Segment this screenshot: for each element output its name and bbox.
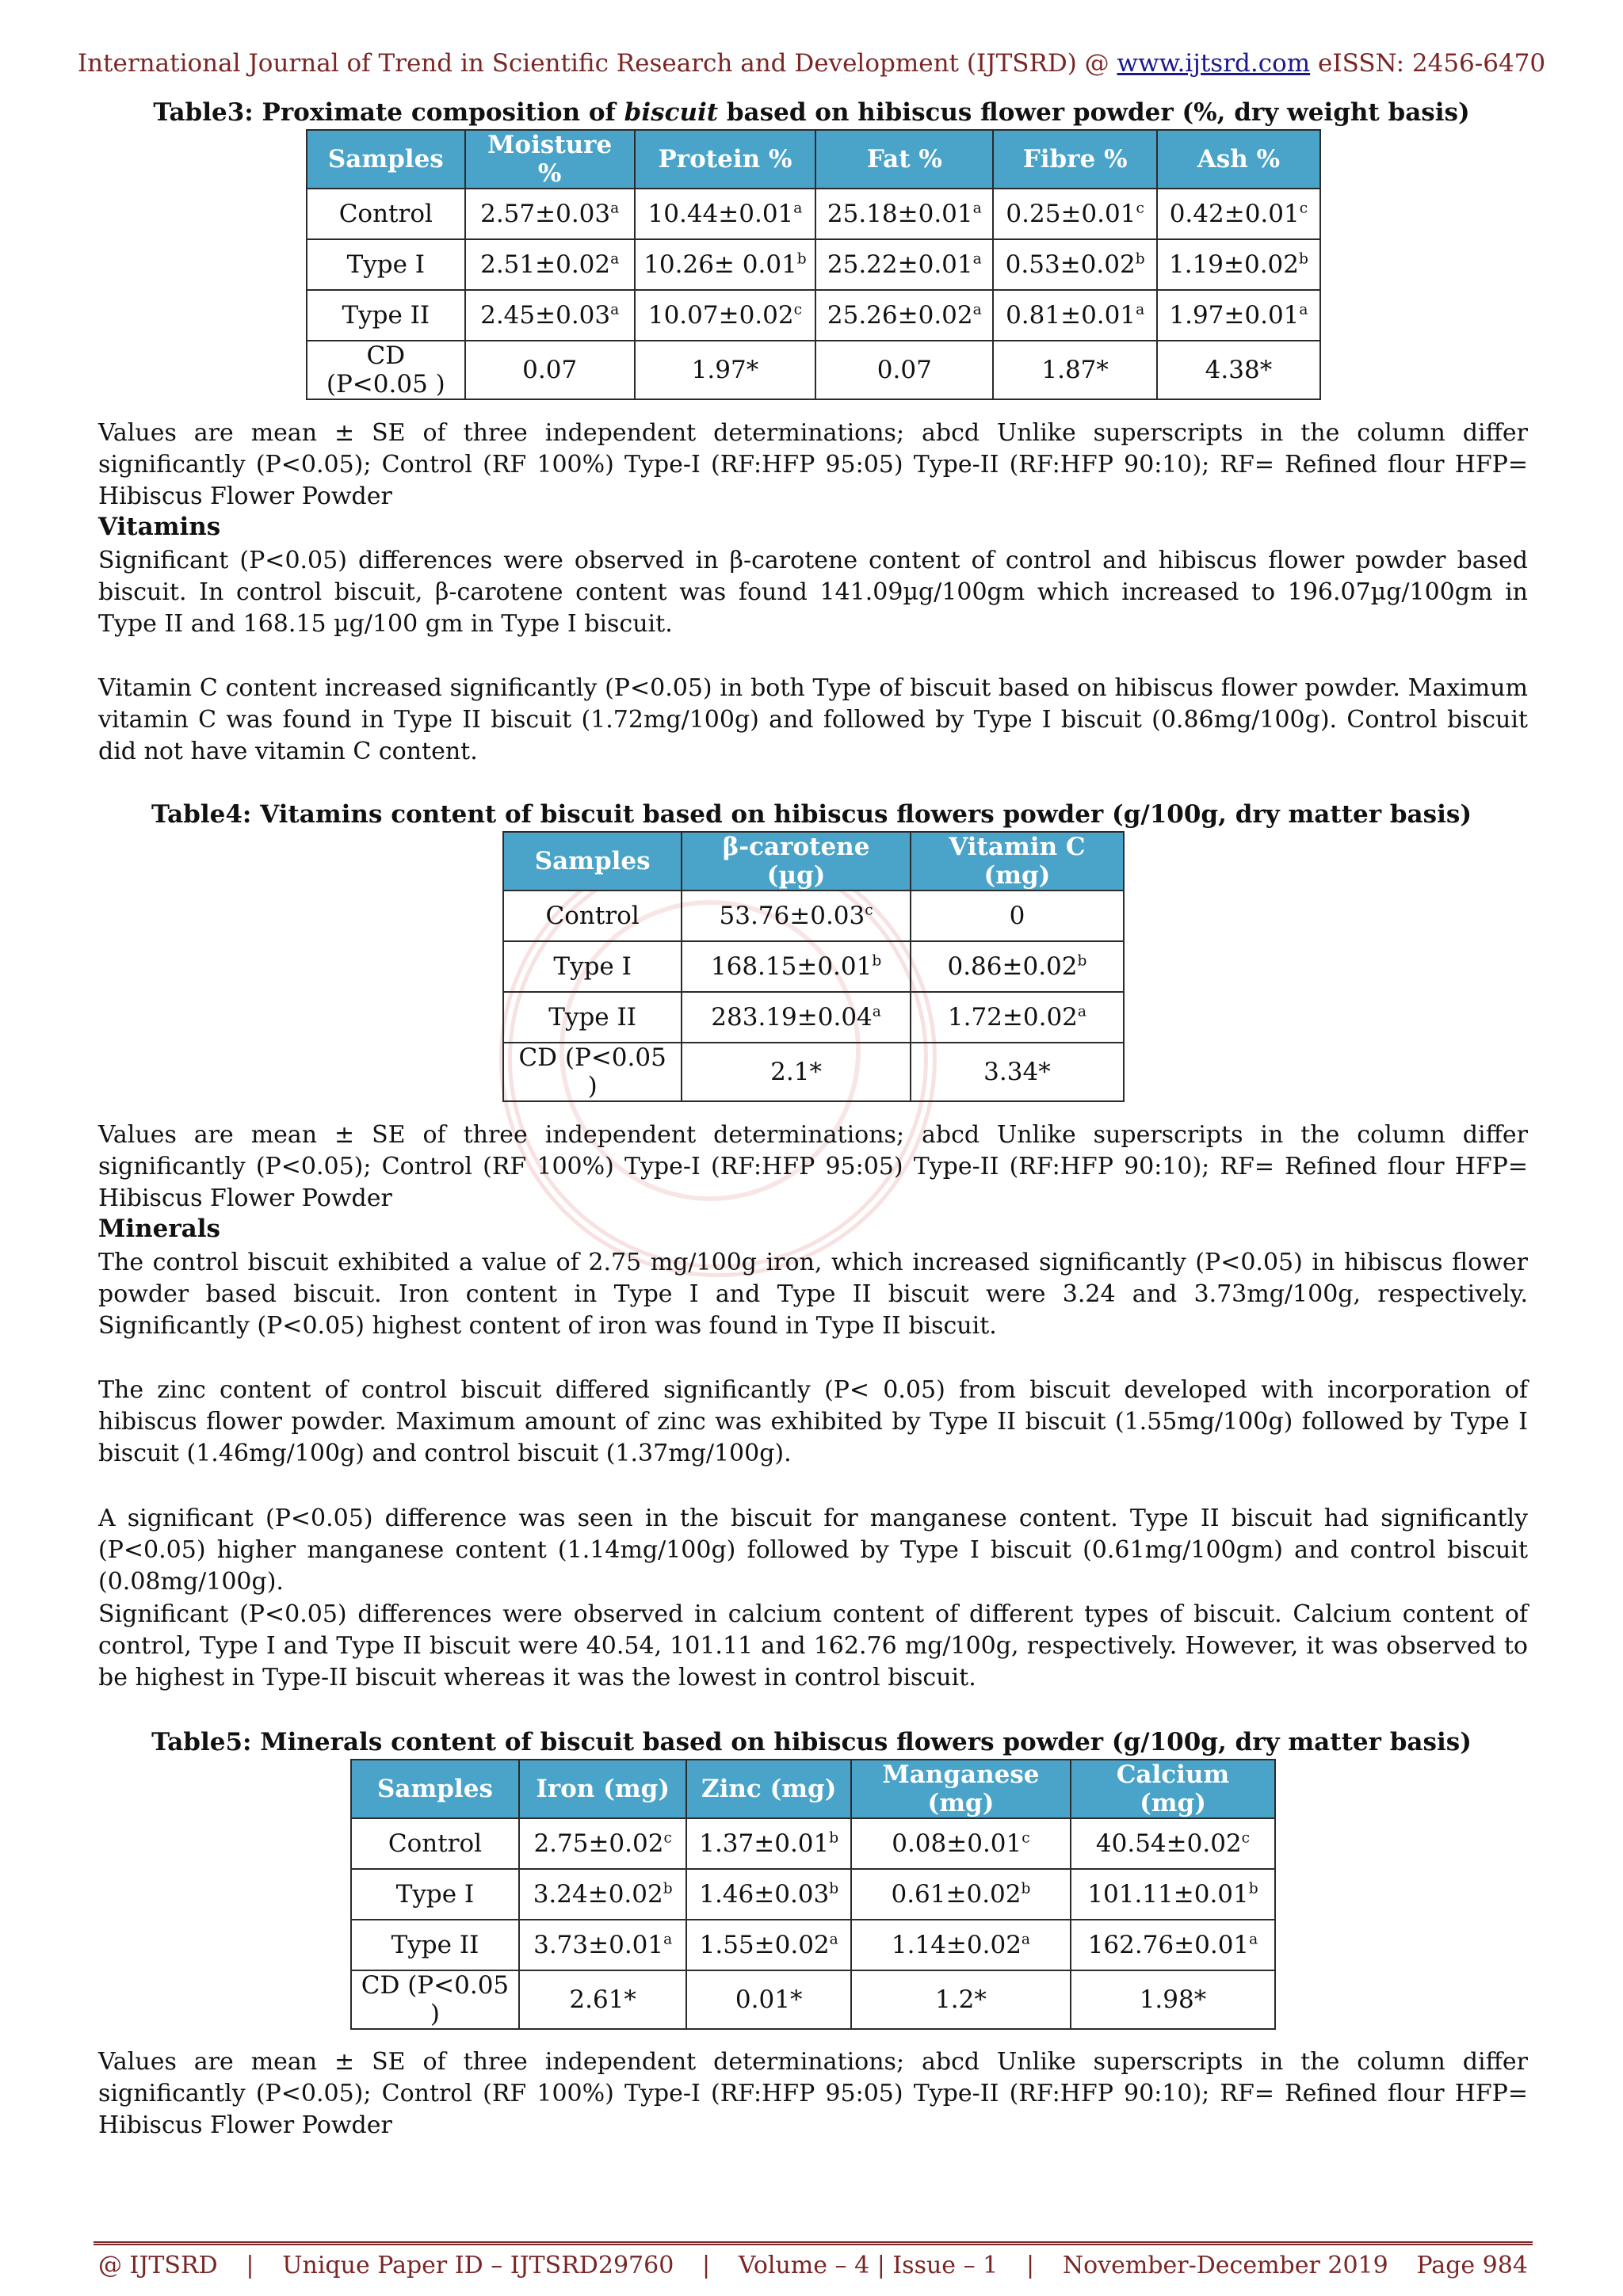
table3 <box>306 129 1321 400</box>
table4-row <box>503 992 1124 1043</box>
table5-cell-value: 40.54±0.02 <box>1095 1829 1242 1858</box>
table3-value-cell <box>815 239 993 290</box>
table3-cell-value: 10.44±0.01 <box>647 200 794 228</box>
table3-column-header: Samples <box>307 130 465 189</box>
table4-row <box>503 891 1124 941</box>
table3-cell-value: Type I <box>346 250 426 279</box>
table5-row <box>351 1818 1275 1869</box>
table3-column-header: Fibre % <box>993 130 1156 189</box>
table4-cell-value: 1.72±0.02 <box>947 1003 1078 1032</box>
table5-cell-superscript: b <box>1021 1880 1031 1897</box>
table3-cell-superscript: a <box>610 200 620 217</box>
table4-cell-value: 283.19±0.04 <box>711 1003 873 1032</box>
table3-cell-value: 2.51±0.02 <box>480 250 611 279</box>
table3-cell-value: 2.45±0.03 <box>480 301 611 330</box>
table5-cell-superscript: c <box>1241 1829 1251 1847</box>
table3-value-cell <box>815 290 993 341</box>
table4-cell-value: CD (P<0.05 ) <box>518 1043 666 1100</box>
table3-value-cell <box>465 239 635 290</box>
table3-cell-value: 2.57±0.03 <box>480 200 611 228</box>
table5-value-cell <box>851 1818 1071 1869</box>
table3-cell-value: 25.22±0.01 <box>827 250 973 279</box>
table3-cell-value: 0.07 <box>876 356 932 384</box>
table4-value-cell <box>682 992 911 1043</box>
table5-sample-cell <box>351 1970 519 2029</box>
table5-column-header: Manganese (mg) <box>851 1760 1071 1818</box>
table5-cell-superscript: c <box>1022 1829 1030 1847</box>
table5-value-cell <box>686 1920 851 1970</box>
table5-cell-superscript: b <box>829 1829 839 1847</box>
table3-value-cell <box>1157 341 1320 399</box>
table5-value-cell <box>851 1920 1071 1970</box>
table4-cell-superscript: b <box>872 952 882 970</box>
table3-cell-superscript: a <box>972 250 982 268</box>
table3-column-header: Moisture % <box>465 130 635 189</box>
table4-column-header: Samples <box>503 832 682 891</box>
footer-separator: | <box>702 2252 711 2279</box>
table5-body <box>351 1818 1275 2029</box>
table3-sample-cell <box>307 189 465 239</box>
table4-cell-value: Type II <box>548 1003 636 1032</box>
table4-cell-superscript: c <box>865 902 873 919</box>
table3-row <box>307 290 1320 341</box>
table4-value-cell <box>682 891 911 941</box>
table3-cell-superscript: c <box>1136 200 1144 217</box>
table5-cell-value: 1.14±0.02 <box>891 1931 1022 1959</box>
footer-journal: @ IJTSRD <box>98 2252 218 2279</box>
minerals-paragraph-2: The zinc content of control biscuit differed significantly (P< 0.05) from biscuit developed with incorporation of hibiscus flower powder. Maximum amount of zinc was exhibited by Type II biscuit (1.55mg/100g) followed by Type I biscuit (1.46mg/100g) and control biscuit (1.37mg/100g). <box>98 1376 1528 1467</box>
table3-cell-value: 4.38* <box>1205 356 1273 384</box>
table3-cell-value: 0.25±0.01 <box>1006 200 1136 228</box>
table5-cell-value: 0.01* <box>735 1985 803 2014</box>
table3-value-cell <box>635 189 815 239</box>
journal-title: International Journal of Trend in Scientific Research and Development (IJTSRD) @ <box>77 49 1109 78</box>
table3-value-cell <box>635 341 815 399</box>
table5-cell-superscript: a <box>829 1931 838 1948</box>
table4-cell-value: 0 <box>1009 902 1025 930</box>
table3-row <box>307 341 1320 399</box>
table3-caption-suffix: based on hibiscus flower powder (%, dry weight basis) <box>718 98 1470 127</box>
table4-value-cell <box>682 1043 911 1101</box>
table5-column-header: Samples <box>351 1760 519 1818</box>
table3-value-cell <box>635 239 815 290</box>
table4-cell-value: 2.1* <box>770 1058 822 1086</box>
table5-cell-value: 1.46±0.03 <box>699 1880 830 1909</box>
table4-body <box>503 891 1124 1101</box>
footer-page: Page 984 <box>1416 2252 1528 2279</box>
table3-value-cell <box>1157 239 1320 290</box>
table3-cell-superscript: b <box>1299 250 1308 268</box>
table4-cell-value: 0.86±0.02 <box>947 952 1078 981</box>
table3-value-cell <box>1157 189 1320 239</box>
table5-cell-value: 0.08±0.01 <box>892 1829 1022 1858</box>
table5-sample-cell <box>351 1869 519 1920</box>
table5-caption: Table5: Minerals content of biscuit based on hibiscus flowers powder (g/100g, dry matter basis) <box>151 1728 1472 1756</box>
table4-cell-value: Control <box>545 902 640 930</box>
minerals-heading: Minerals <box>98 1215 221 1243</box>
vitamins-paragraph-2: Vitamin C content increased significantly (P<0.05) in both Type of biscuit based on hibiscus flower powder. Maximum vitamin C was found in Type II biscuit (1.72mg/100g) and followed by Type I biscuit (0.86mg/100g). Control biscuit did not have vitamin C content. <box>98 674 1528 765</box>
table3-cell-superscript: a <box>610 250 620 268</box>
table3-cell-superscript: a <box>1136 301 1145 318</box>
table3-cell-value: 0.53±0.02 <box>1005 250 1136 279</box>
footer-rule <box>94 2241 1533 2245</box>
table5-cell-value: 162.76±0.01 <box>1087 1931 1250 1959</box>
table3-row <box>307 239 1320 290</box>
table4-cell-value: Type I <box>553 952 632 981</box>
table3-cell-superscript: b <box>796 250 807 268</box>
table3-cell-value: 10.26± 0.01 <box>643 250 797 279</box>
table5-value-cell <box>686 1869 851 1920</box>
table3-sample-cell <box>307 290 465 341</box>
table5-cell-value: 2.61* <box>569 1985 636 2014</box>
table3-cell-value: 1.97±0.01 <box>1169 301 1300 330</box>
table5-value-cell <box>851 1970 1071 2029</box>
table3-column-header: Protein % <box>635 130 815 189</box>
table3-cell-value: 0.81±0.01 <box>1006 301 1136 330</box>
table3-body <box>307 189 1320 399</box>
table5-value-cell <box>1071 1818 1275 1869</box>
eissn: eISSN: 2456-6470 <box>1318 49 1546 78</box>
running-header <box>0 49 1623 78</box>
table4-column-header: β-carotene (µg) <box>682 832 911 891</box>
table5-cell-value: 101.11±0.01 <box>1087 1880 1249 1909</box>
minerals-paragraph-4: Significant (P<0.05) differences were observed in calcium content of different types of biscuit. Calcium content of control, Type I and Type II biscuit were 40.54, 101.11 and 162.76 mg/100g, respectively. However, it was observed to be highest in Type-II biscuit whereas it was the lowest in control biscuit. <box>98 1600 1528 1691</box>
table5-value-cell <box>519 1970 687 2029</box>
table3-cell-value: 10.07±0.02 <box>647 301 794 330</box>
table5-cell-value: 2.75±0.02 <box>533 1829 664 1858</box>
table5-cell-superscript: a <box>663 1931 673 1948</box>
table5-cell-superscript: a <box>1021 1931 1031 1948</box>
minerals-paragraph-3: A significant (P<0.05) difference was seen in the biscuit for manganese content. Type II biscuit had significantly (P<0.05) higher manganese content (1.14mg/100g) followed by Type I biscuit (0.61mg/100gm) and control biscuit (0.08mg/100g). <box>98 1505 1528 1596</box>
table3-cell-superscript: a <box>972 200 982 217</box>
table3-value-cell <box>1157 290 1320 341</box>
table4-sample-cell <box>503 941 682 992</box>
table5-value-cell <box>1071 1970 1275 2029</box>
table5-note: Values are mean ± SE of three independent determinations; abcd Unlike superscripts in the column differ significantly (P<0.05); Control (RF 100%) Type-I (RF:HFP 95:05) Type-II (RF:HFP 90:10); RF= Refined flour HFP= Hibiscus Flower Powder <box>98 2048 1528 2139</box>
table3-value-cell <box>815 341 993 399</box>
table3-value-cell <box>993 290 1156 341</box>
table4-cell-superscript: a <box>872 1003 881 1020</box>
table4-value-cell <box>911 891 1124 941</box>
table3-cell-value: 1.19±0.02 <box>1168 250 1299 279</box>
table4-cell-superscript: b <box>1077 952 1087 970</box>
table5-cell-value: 1.98* <box>1139 1985 1207 2014</box>
table5-cell-value: 1.37±0.01 <box>699 1829 830 1858</box>
table3-value-cell <box>465 290 635 341</box>
footer-separator: | <box>246 2252 254 2279</box>
table5-cell-value: 3.24±0.02 <box>533 1880 663 1909</box>
table3-cell-superscript: b <box>1135 250 1145 268</box>
table3-row <box>307 189 1320 239</box>
table4-note: Values are mean ± SE of three independent determinations; abcd Unlike superscripts in the column differ significantly (P<0.05); Control (RF 100%) Type-I (RF:HFP 95:05) Type-II (RF:HFP 90:10); RF= Refined flour HFP= Hibiscus Flower Powder <box>98 1121 1528 1212</box>
table5-sample-cell <box>351 1818 519 1869</box>
table3-value-cell <box>465 189 635 239</box>
table5-cell-value: 0.61±0.02 <box>891 1880 1022 1909</box>
table3-value-cell <box>993 239 1156 290</box>
table3-cell-value: Control <box>338 200 433 228</box>
table3-caption <box>0 98 1623 127</box>
table3-caption-italic: biscuit <box>624 98 719 127</box>
table3-value-cell <box>465 341 635 399</box>
table5-cell-value: Type II <box>391 1931 479 1959</box>
page-footer <box>98 2252 1528 2279</box>
table4-cell-value: 3.34* <box>983 1058 1051 1086</box>
table5-row <box>351 1970 1275 2029</box>
table5-cell-superscript: b <box>1248 1880 1258 1897</box>
table3-cell-superscript: c <box>1299 200 1308 217</box>
table5-value-cell <box>1071 1920 1275 1970</box>
table4 <box>502 831 1125 1102</box>
table4-value-cell <box>911 992 1124 1043</box>
table5-cell-value: CD (P<0.05 ) <box>361 1971 510 2028</box>
table4-column-header: Vitamin C (mg) <box>911 832 1124 891</box>
table3-cell-value: 25.26±0.02 <box>827 301 973 330</box>
table5-value-cell <box>851 1869 1071 1920</box>
footer-date: November-December 2019 <box>1062 2252 1388 2279</box>
table3-value-cell <box>815 189 993 239</box>
table5-value-cell <box>519 1920 687 1970</box>
table5-cell-superscript: c <box>663 1829 672 1847</box>
table3-cell-value: CD (P<0.05 ) <box>326 341 445 399</box>
table3-column-header: Fat % <box>815 130 993 189</box>
footer-separator: | <box>1025 2252 1035 2279</box>
table4-row <box>503 1043 1124 1101</box>
table5-cell-value: Control <box>388 1829 483 1858</box>
table3-column-header: Ash % <box>1157 130 1320 189</box>
table3-cell-value: 0.07 <box>522 356 578 384</box>
table5-value-cell <box>1071 1869 1275 1920</box>
table4-header-row <box>503 832 1124 891</box>
table5-value-cell <box>519 1818 687 1869</box>
table3-cell-value: 1.97* <box>691 356 759 384</box>
minerals-paragraph-1: The control biscuit exhibited a value of 2.75 mg/100g iron, which increased significantly (P<0.05) in hibiscus flower powder based biscuit. Iron content in Type I and Type II biscuit were 3.24 and 3.73mg/100g, respectively. Significantly (P<0.05) highest content of iron was found in Type II biscuit. <box>98 1249 1528 1340</box>
table5-cell-value: Type I <box>395 1880 475 1909</box>
table4-value-cell <box>911 941 1124 992</box>
table4-value-cell <box>911 1043 1124 1101</box>
table4-sample-cell <box>503 891 682 941</box>
table5 <box>350 1759 1276 2030</box>
table3-value-cell <box>993 341 1156 399</box>
table3-cell-value: Type II <box>342 301 430 330</box>
table3-cell-superscript: a <box>793 200 803 217</box>
table5-column-header: Calcium (mg) <box>1071 1760 1275 1818</box>
table4-cell-superscript: a <box>1077 1003 1086 1020</box>
table4-value-cell <box>682 941 911 992</box>
table3-caption-prefix: Table3: Proximate composition of <box>153 98 624 127</box>
table5-row <box>351 1869 1275 1920</box>
footer-volume: Volume – 4 | Issue – 1 <box>738 2252 999 2279</box>
table4-caption: Table4: Vitamins content of biscuit based on hibiscus flowers powder (g/100g, dry matter basis) <box>151 800 1472 829</box>
table3-value-cell <box>635 290 815 341</box>
table4-row <box>503 941 1124 992</box>
table5-header-row <box>351 1760 1275 1818</box>
table5-column-header: Zinc (mg) <box>686 1760 851 1818</box>
table5-value-cell <box>686 1970 851 2029</box>
table3-cell-superscript: a <box>610 301 620 318</box>
vitamins-heading: Vitamins <box>98 513 221 541</box>
table4-cell-value: 53.76±0.03 <box>719 902 865 930</box>
table4-sample-cell <box>503 1043 682 1101</box>
table3-header-row <box>307 130 1320 189</box>
table3-sample-cell <box>307 341 465 399</box>
table5-row <box>351 1920 1275 1970</box>
footer-paper-id: Unique Paper ID – IJTSRD29760 <box>282 2252 674 2279</box>
table3-sample-cell <box>307 239 465 290</box>
table3-cell-value: 0.42±0.01 <box>1169 200 1300 228</box>
table3-cell-superscript: c <box>793 301 803 318</box>
table3-cell-superscript: a <box>1299 301 1308 318</box>
table5-cell-value: 1.2* <box>935 1985 987 2014</box>
table4-sample-cell <box>503 992 682 1043</box>
table4-cell-value: 168.15±0.01 <box>710 952 873 981</box>
table5-cell-value: 1.55±0.02 <box>699 1931 830 1959</box>
table5-column-header: Iron (mg) <box>519 1760 687 1818</box>
table3-value-cell <box>993 189 1156 239</box>
table3-cell-value: 25.18±0.01 <box>827 200 973 228</box>
table5-value-cell <box>686 1818 851 1869</box>
table5-sample-cell <box>351 1920 519 1970</box>
table3-note: Values are mean ± SE of three independent determinations; abcd Unlike superscripts in the column differ significantly (P<0.05); Control (RF 100%) Type-I (RF:HFP 95:05) Type-II (RF:HFP 90:10); RF= Refined flour HFP= Hibiscus Flower Powder <box>98 419 1528 510</box>
table5-cell-superscript: a <box>1249 1931 1258 1948</box>
table5-cell-superscript: b <box>829 1880 839 1897</box>
journal-link[interactable]: www.ijtsrd.com <box>1117 49 1311 78</box>
table5-cell-superscript: b <box>663 1880 673 1897</box>
table5-cell-value: 3.73±0.01 <box>533 1931 664 1959</box>
table3-cell-superscript: a <box>972 301 982 318</box>
table5-value-cell <box>519 1869 687 1920</box>
table3-cell-value: 1.87* <box>1041 356 1109 384</box>
vitamins-paragraph-1: Significant (P<0.05) differences were observed in β-carotene content of control and hibiscus flower powder based biscuit. In control biscuit, β-carotene content was found 141.09µg/100gm which increased to 196.07µg/100gm in Type II and 168.15 µg/100 gm in Type I biscuit. <box>98 547 1528 638</box>
